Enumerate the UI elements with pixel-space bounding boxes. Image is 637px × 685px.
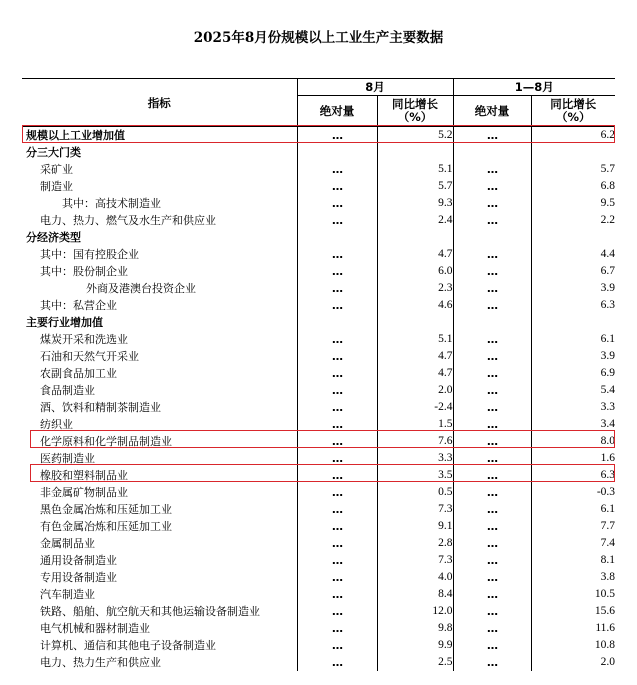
table-row (22, 212, 615, 229)
ytd-yoy-cell: 7.4 (531, 535, 615, 552)
ytd-yoy-cell: 8.0 (531, 433, 615, 450)
indicator-header: 指标 (22, 79, 297, 127)
row-label: 铁路、船舶、航空航天和其他运输设备制造业 (40, 605, 260, 618)
month-abs-cell: … (297, 586, 377, 603)
ytd-abs-cell: … (453, 178, 531, 195)
ytd-abs-cell: … (453, 399, 531, 416)
ytd-abs-cell: … (453, 603, 531, 620)
month-yoy-cell: 2.5 (377, 654, 453, 671)
month-abs-cell: … (297, 178, 377, 195)
page-title: 2025年8月份规模以上工业生产主要数据 (193, 30, 444, 46)
month-yoy-cell: 4.7 (377, 246, 453, 263)
ytd-abs-cell (453, 229, 531, 246)
month-yoy-cell: 8.4 (377, 586, 453, 603)
ytd-abs-cell: … (453, 433, 531, 450)
row-label: 通用设备制造业 (40, 554, 117, 567)
month-yoy-cell: 4.0 (377, 569, 453, 586)
month-yoy-cell: 9.8 (377, 620, 453, 637)
ytd-yoy-cell: -0.3 (531, 484, 615, 501)
ytd-yoy-cell: 6.1 (531, 501, 615, 518)
ytd-yoy-cell: 11.6 (531, 620, 615, 637)
month-group-header: 8月 (297, 79, 453, 96)
month-yoy-cell: 7.3 (377, 501, 453, 518)
ytd-abs-cell: … (453, 552, 531, 569)
table-row (22, 518, 615, 535)
ytd-abs-cell: … (453, 348, 531, 365)
month-abs-cell: … (297, 552, 377, 569)
month-abs-cell: … (297, 467, 377, 484)
ytd-yoy-cell: 6.8 (531, 178, 615, 195)
month-yoy-cell (377, 314, 453, 331)
month-abs-cell: … (297, 195, 377, 212)
month-abs-cell (297, 144, 377, 161)
ytd-abs-cell: … (453, 569, 531, 586)
month-abs-cell: … (297, 399, 377, 416)
row-label: 化学原料和化学制品制造业 (40, 435, 172, 448)
month-abs-cell: … (297, 569, 377, 586)
ytd-abs-cell: … (453, 467, 531, 484)
table-row (22, 433, 615, 450)
row-label: 规模以上工业增加值 (26, 129, 125, 142)
ytd-abs-cell: … (453, 450, 531, 467)
ytd-yoy-cell: 8.1 (531, 552, 615, 569)
ytd-abs-cell: … (453, 535, 531, 552)
month-yoy-cell: 9.9 (377, 637, 453, 654)
month-yoy-cell: 2.8 (377, 535, 453, 552)
ytd-yoy-cell: 6.2 (531, 127, 615, 145)
month-yoy-cell: 5.7 (377, 178, 453, 195)
ytd-abs-cell: … (453, 620, 531, 637)
ytd-yoy-cell: 3.9 (531, 280, 615, 297)
ytd-yoy-cell: 10.8 (531, 637, 615, 654)
row-label: 分三大门类 (26, 146, 81, 159)
row-label: 其中：股份制企业 (40, 265, 128, 278)
month-abs-cell: … (297, 535, 377, 552)
month-abs-cell: … (297, 484, 377, 501)
row-label: 医药制造业 (40, 452, 95, 465)
row-label: 采矿业 (40, 163, 73, 176)
ytd-yoy-cell: 2.0 (531, 654, 615, 671)
ytd-yoy-cell (531, 229, 615, 246)
month-abs-cell: … (297, 280, 377, 297)
month-yoy-cell: 3.3 (377, 450, 453, 467)
table-row (22, 280, 615, 297)
ytd-yoy-cell: 9.5 (531, 195, 615, 212)
month-abs-cell: … (297, 348, 377, 365)
table-row (22, 552, 615, 569)
month-yoy-cell: 5.2 (377, 127, 453, 145)
table-row (22, 365, 615, 382)
table-row (22, 603, 615, 620)
table-row (22, 195, 615, 212)
ytd-abs-cell: … (453, 518, 531, 535)
ytd-abs-cell: … (453, 127, 531, 145)
month-abs-cell: … (297, 263, 377, 280)
month-yoy-cell: 2.3 (377, 280, 453, 297)
month-abs-cell: … (297, 433, 377, 450)
ytd-yoy-cell (531, 314, 615, 331)
ytd-yoy-cell: 3.3 (531, 399, 615, 416)
month-abs-header: 绝对量 (297, 96, 377, 127)
ytd-yoy-cell: 5.7 (531, 161, 615, 178)
ytd-abs-cell: … (453, 297, 531, 314)
ytd-yoy-cell: 4.4 (531, 246, 615, 263)
ytd-abs-cell: … (453, 416, 531, 433)
month-yoy-cell: 2.4 (377, 212, 453, 229)
ytd-abs-header: 绝对量 (453, 96, 531, 127)
industrial-data-table (22, 78, 615, 671)
ytd-yoy-cell: 3.9 (531, 348, 615, 365)
month-abs-cell: … (297, 603, 377, 620)
table-row (22, 161, 615, 178)
ytd-abs-cell: … (453, 246, 531, 263)
month-yoy-cell: 5.1 (377, 331, 453, 348)
month-yoy-cell: 4.7 (377, 365, 453, 382)
ytd-yoy-cell: 6.3 (531, 467, 615, 484)
ytd-yoy-cell: 15.6 (531, 603, 615, 620)
month-abs-cell: … (297, 161, 377, 178)
table-row (22, 416, 615, 433)
month-abs-cell: … (297, 212, 377, 229)
table-row (22, 620, 615, 637)
table-row (22, 382, 615, 399)
month-yoy-cell: 6.0 (377, 263, 453, 280)
month-yoy-cell: 9.1 (377, 518, 453, 535)
month-yoy-cell: 7.6 (377, 433, 453, 450)
row-label: 电力、热力、燃气及水生产和供应业 (40, 214, 216, 227)
month-abs-cell: … (297, 450, 377, 467)
ytd-abs-cell: … (453, 484, 531, 501)
ytd-yoy-cell: 10.5 (531, 586, 615, 603)
month-abs-cell: … (297, 637, 377, 654)
table-row (22, 484, 615, 501)
table-row (22, 178, 615, 195)
month-yoy-header: 同比增长 （%） (377, 96, 453, 127)
table-row (22, 348, 615, 365)
month-yoy-cell: 1.5 (377, 416, 453, 433)
ytd-yoy-cell (531, 144, 615, 161)
table-row (22, 399, 615, 416)
month-abs-cell (297, 229, 377, 246)
month-yoy-cell: 2.0 (377, 382, 453, 399)
ytd-yoy-cell: 6.1 (531, 331, 615, 348)
ytd-yoy-cell: 3.8 (531, 569, 615, 586)
row-label: 非金属矿物制品业 (40, 486, 128, 499)
month-yoy-cell (377, 144, 453, 161)
row-label: 橡胶和塑料制品业 (40, 469, 128, 482)
ytd-abs-cell: … (453, 161, 531, 178)
month-yoy-cell: 9.3 (377, 195, 453, 212)
table-row (22, 586, 615, 603)
ytd-yoy-cell: 3.4 (531, 416, 615, 433)
row-label: 其中：私营企业 (40, 299, 117, 312)
ytd-abs-cell: … (453, 637, 531, 654)
month-yoy-cell: 5.1 (377, 161, 453, 178)
month-abs-cell: … (297, 416, 377, 433)
ytd-yoy-header: 同比增长 （%） (531, 96, 615, 127)
month-abs-cell (297, 314, 377, 331)
ytd-yoy-cell: 5.4 (531, 382, 615, 399)
ytd-yoy-cell: 6.3 (531, 297, 615, 314)
month-abs-cell: … (297, 501, 377, 518)
ytd-abs-cell: … (453, 586, 531, 603)
table-row (22, 263, 615, 280)
month-yoy-cell: 3.5 (377, 467, 453, 484)
table-row (22, 654, 615, 671)
month-abs-cell: … (297, 246, 377, 263)
table-row (22, 297, 615, 314)
ytd-yoy-cell: 6.9 (531, 365, 615, 382)
table-row (22, 331, 615, 348)
row-label: 电力、热力生产和供应业 (40, 656, 161, 669)
month-abs-cell: … (297, 518, 377, 535)
month-yoy-cell (377, 229, 453, 246)
month-abs-cell: … (297, 654, 377, 671)
ytd-abs-cell: … (453, 212, 531, 229)
ytd-abs-cell: … (453, 195, 531, 212)
row-label: 石油和天然气开采业 (40, 350, 139, 363)
row-label: 主要行业增加值 (26, 316, 103, 329)
ytd-yoy-cell: 2.2 (531, 212, 615, 229)
row-label: 农副食品加工业 (40, 367, 117, 380)
month-abs-cell: … (297, 331, 377, 348)
table-row (22, 467, 615, 484)
ytd-abs-cell: … (453, 263, 531, 280)
row-label: 纺织业 (40, 418, 73, 431)
ytd-abs-cell: … (453, 501, 531, 518)
row-label: 煤炭开采和洗选业 (40, 333, 128, 346)
month-abs-cell: … (297, 620, 377, 637)
ytd-abs-cell: … (453, 280, 531, 297)
row-label: 其中：高技术制造业 (62, 197, 161, 210)
row-label: 计算机、通信和其他电子设备制造业 (40, 639, 216, 652)
row-label: 外商及港澳台投资企业 (86, 282, 196, 295)
row-label: 汽车制造业 (40, 588, 95, 601)
ytd-abs-cell: … (453, 365, 531, 382)
section-row (22, 314, 615, 331)
month-abs-cell: … (297, 127, 377, 145)
month-abs-cell: … (297, 365, 377, 382)
ytd-abs-cell: … (453, 654, 531, 671)
table-row (22, 637, 615, 654)
month-abs-cell: … (297, 297, 377, 314)
table-row (22, 127, 615, 145)
month-abs-cell: … (297, 382, 377, 399)
month-yoy-cell: 4.7 (377, 348, 453, 365)
ytd-abs-cell (453, 314, 531, 331)
ytd-yoy-cell: 7.7 (531, 518, 615, 535)
ytd-abs-cell (453, 144, 531, 161)
row-label: 分经济类型 (26, 231, 81, 244)
month-yoy-cell: 7.3 (377, 552, 453, 569)
ytd-abs-cell: … (453, 382, 531, 399)
month-yoy-cell: -2.4 (377, 399, 453, 416)
table-row (22, 535, 615, 552)
ytd-group-header: 1—8月 (453, 79, 615, 96)
section-row (22, 144, 615, 161)
month-yoy-cell: 0.5 (377, 484, 453, 501)
row-label: 电气机械和器材制造业 (40, 622, 150, 635)
row-label: 酒、饮料和精制茶制造业 (40, 401, 161, 414)
row-label: 制造业 (40, 180, 73, 193)
table-row (22, 569, 615, 586)
month-yoy-cell: 12.0 (377, 603, 453, 620)
month-yoy-cell: 4.6 (377, 297, 453, 314)
ytd-yoy-cell: 1.6 (531, 450, 615, 467)
section-row (22, 229, 615, 246)
table-row (22, 501, 615, 518)
row-label: 其中：国有控股企业 (40, 248, 139, 261)
row-label: 专用设备制造业 (40, 571, 117, 584)
table-row (22, 246, 615, 263)
row-label: 金属制品业 (40, 537, 95, 550)
ytd-abs-cell: … (453, 331, 531, 348)
ytd-yoy-cell: 6.7 (531, 263, 615, 280)
table-row (22, 450, 615, 467)
row-label: 有色金属冶炼和压延加工业 (40, 520, 172, 533)
row-label: 黑色金属冶炼和压延加工业 (40, 503, 172, 516)
row-label: 食品制造业 (40, 384, 95, 397)
